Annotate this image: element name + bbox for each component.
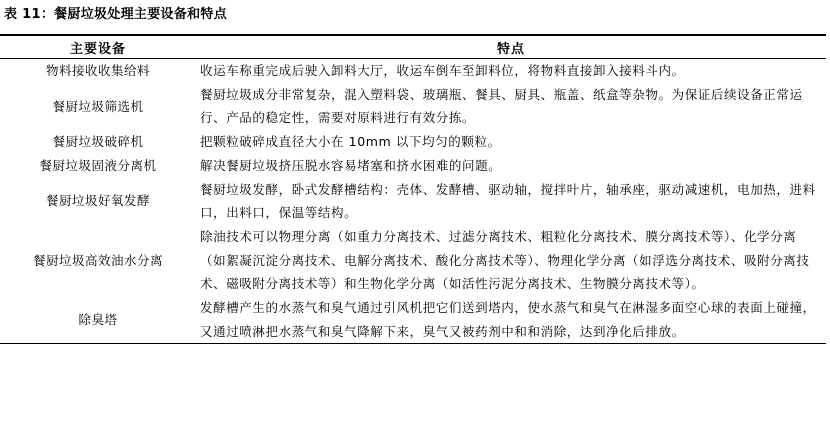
- device-cell: 餐厨垃圾固液分离机: [39, 157, 157, 173]
- table-title: 表 11：餐厨垃圾处理主要设备和特点: [4, 7, 228, 22]
- feature-cell: 发酵槽产生的水蒸气和臭气通过引风机把它们送到塔内，使水蒸气和臭气在淋湿多面空心球的表面上碰撞，又通过喷淋把水蒸气和臭气降解下来，臭气又被药剂中和和消除，达到净化后排放。: [196, 296, 826, 344]
- device-cell: 餐厨垃圾好氧发酵: [45, 193, 150, 209]
- table-row: [0, 130, 826, 154]
- table-row: [0, 83, 826, 130]
- table-row: [0, 154, 826, 178]
- header-feature: 特点: [196, 35, 826, 59]
- table-header-row: [0, 35, 826, 59]
- feature-cell: 解决餐厨垃圾挤压脱水容易堵塞和挤水困难的问题。: [200, 157, 502, 173]
- table-row: [0, 296, 826, 344]
- feature-cell: 把颗粒破碎成直径大小在 10mm 以下均匀的颗粒。: [200, 134, 501, 150]
- device-cell: 除臭塔: [0, 296, 196, 344]
- device-cell: 物料接收收集给料: [45, 63, 150, 78]
- device-cell: 餐厨垃圾筛选机: [52, 98, 144, 114]
- table-row: [0, 59, 826, 83]
- header-device: 主要设备: [0, 35, 196, 59]
- feature-cell: 餐厨垃圾成分非常复杂，混入塑料袋、玻璃瓶、餐具、厨具、瓶盖、纸盒等杂物。为保证后续设备正常运行、产品的稳定性，需要对原料进行有效分拣。: [200, 86, 803, 126]
- table-row: [0, 178, 826, 225]
- device-cell: 餐厨垃圾破碎机: [52, 134, 144, 150]
- feature-cell: 收运车称重完成后驶入卸料大厅，收运车倒车至卸料位，将物料直接卸入接料斗内。: [200, 63, 685, 78]
- table-row: [0, 225, 826, 296]
- feature-cell: 除油技术可以物理分离（如重力分离技术、过滤分离技术、粗粒化分离技术、膜分离技术等）、化学分离（如絮凝沉淀分离技术、电解分离技术、酸化分离技术等）、物理化学分离（如浮选分离技术、吸附分离技术、磁吸附分离技术等）和生物化学分离（如活性污泥分离技术、生物膜分离技术等）。: [200, 228, 810, 292]
- device-cell: 餐厨垃圾高效油水分离: [32, 252, 163, 268]
- equipment-table: [0, 34, 826, 344]
- feature-cell: 餐厨垃圾发酵，卧式发酵槽结构：壳体、发酵槽、驱动轴，搅拌叶片，轴承座，驱动减速机，电加热，进料口，出料口，保温等结构。: [200, 181, 816, 221]
